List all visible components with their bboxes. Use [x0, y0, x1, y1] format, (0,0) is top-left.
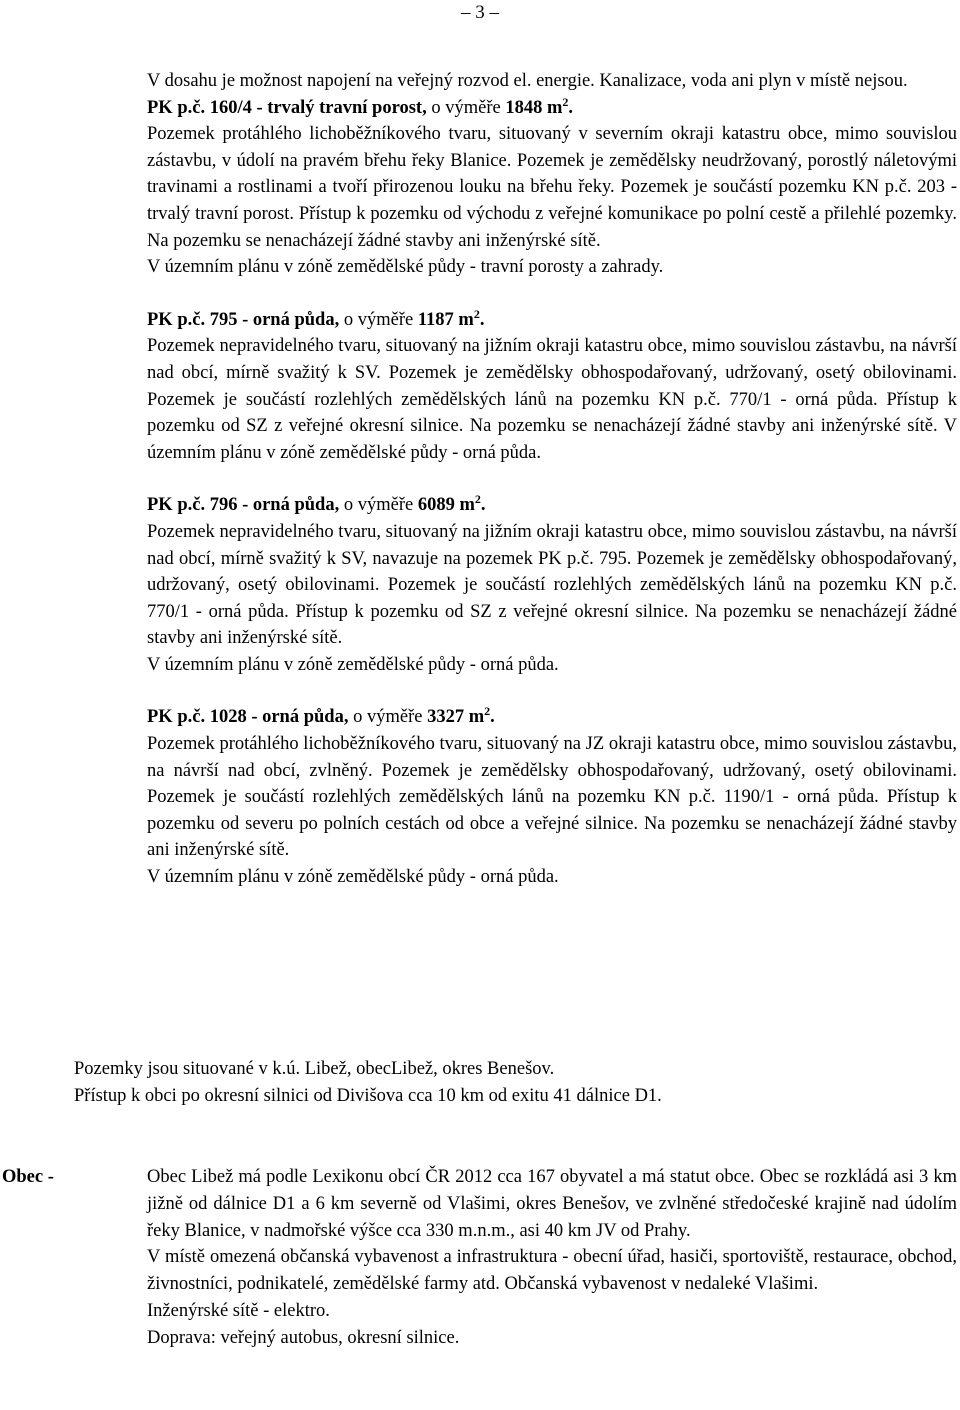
parcel-description: Pozemek protáhlého lichoběžníkového tvaru, situovaný v severním okraji katastru obce, mimo souvislou zástavbu, v údolí na pravém břehu řeky Blanice. Pozemek je zemědělsky neudržovaný, porostlý náletovými travinami a rostlinami a tvoří přirozenou louku na břehu řeky. Pozemek je součástí pozemku KN p.č. 203 - trvalý travní porost. Přístup k pozemku od východu z veřejné komunikace po polní cestě a přilehlé pozemky. Na pozemku se nenacházejí žádné stavby ani inženýrské sítě.: [147, 124, 957, 251]
area-value: 3327 m: [427, 707, 485, 728]
area-prefix: o výměře: [348, 707, 428, 728]
obec-paragraph: V místě omezená občanská vybavenost a infrastruktura - obecní úřad, hasiči, sportoviště, restaurace, obchod, živnostníci, podnikatelé, zemědělské farmy atd. Občanská vybavenost v nedaleké Vlašimi.: [147, 1247, 957, 1295]
parcel-description: Pozemek nepravidelného tvaru, situovaný na jižním okraji katastru obce, mimo souvislou zástavbu, na návrší nad obcí, mírně svažitý k SV. Pozemek je zemědělsky obhospodařovaný, udržovaný, osetý obilovinami. Pozemek je součástí rozlehlých zemědělských lánů na pozemku KN p.č. 770/1 - orná půda. Přístup k pozemku od SZ z veřejné okresní silnice. Na pozemku se nenacházejí žádné stavby ani inženýrské sítě. V územním plánu v zóně zemědělské půdy - orná půda.: [147, 336, 957, 463]
parcel-description: Pozemek nepravidelného tvaru, situovaný na jižním okraji katastru obce, mimo souvislou zástavbu, na návrší nad obcí, mírně svažitý k SV, navazuje na pozemek PK p.č. 795. Pozemek je zemědělsky obhospodařovaný, udržovaný, osetý obilovinami. Pozemek je součástí rozlehlých zemědělských lánů na pozemku KN p.č. 770/1 - orná půda. Přístup k pozemku od SZ z veřejné okresní silnice. Na pozemku se nenacházejí žádné stavby ani inženýrské sítě.: [147, 521, 957, 649]
parcel-795: [147, 307, 957, 467]
heading-end: .: [480, 495, 486, 516]
parcel-id: PK p.č. 795 - orná půda,: [147, 309, 340, 330]
area-value: 6089 m: [417, 495, 475, 516]
location-line: Pozemky jsou situované v k.ú. Libež, obecLibež, okres Benešov.: [74, 1059, 555, 1079]
parcel-zoning: V územním plánu v zóně zemědělské půdy - travní porosty a zahrady.: [147, 257, 664, 278]
obec-text: [147, 1164, 957, 1352]
parcel-id: PK p.č. 796 - orná půda,: [147, 495, 340, 516]
main-content: [147, 68, 957, 891]
area-value: 1187 m: [417, 309, 474, 330]
area-value: 1848 m: [505, 97, 563, 118]
area-exponent: 2: [484, 704, 491, 719]
heading-end: .: [479, 309, 485, 330]
parcel-796: [147, 492, 957, 678]
obec-paragraph: Inženýrské sítě - elektro.: [147, 1300, 330, 1321]
parcel-description: Pozemek protáhlého lichoběžníkového tvaru, situovaný na JZ okraji katastru obce, mimo souvislou zástavbu, na návrší nad obcí, zvlněný. Pozemek je zemědělsky obhospodařovaný, udržovaný, osetý obilovinami. Pozemek je součástí rozlehlých zemědělských lánů na pozemku KN p.č. 1190/1 - orná půda. Přístup k pozemku od severu po polních cestách od obce a veřejné silnice. Na pozemku se nenacházejí žádné stavby ani inženýrské sítě.: [147, 734, 957, 861]
area-exponent: 2: [562, 94, 569, 109]
obec-paragraph: Obec Libež má podle Lexikonu obcí ČR 2012 cca 167 obyvatel a má statut obce. Obec se rozkládá asi 3 km jižně od dálnice D1 a 6 km severně od Vlašimi, okres Benešov, ve zvlněné středočeské krajině nad údolím řeky Blanice, v nadmořské výšce cca 330 m.n.m., asi 40 km JV od Prahy.: [147, 1167, 957, 1241]
area-prefix: o výměře: [339, 495, 418, 516]
parcel-zoning: V územním plánu v zóně zemědělské půdy - orná půda.: [147, 654, 559, 675]
area-prefix: o výměře: [339, 309, 418, 330]
parcel-heading: [147, 95, 957, 122]
parcel-zoning: V územním plánu v zóně zemědělské půdy - orná půda.: [147, 867, 559, 888]
area-exponent: 2: [473, 306, 480, 321]
location-section: [74, 1056, 954, 1109]
obec-label: Obec -: [2, 1167, 54, 1187]
obec-paragraph: Doprava: veřejný autobus, okresní silnice.: [147, 1327, 460, 1348]
parcel-1028: [147, 704, 957, 890]
parcel-id: PK p.č. 160/4 - trvalý travní porost,: [147, 97, 427, 118]
area-exponent: 2: [474, 492, 481, 507]
parcel-heading: [147, 307, 957, 334]
parcel-160-4: [147, 95, 957, 281]
heading-end: .: [568, 97, 573, 118]
page-number: – 3 –: [461, 2, 499, 23]
parcel-id: PK p.č. 1028 - orná půda,: [147, 707, 349, 728]
parcel-heading: [147, 704, 957, 731]
area-prefix: o výměře: [426, 97, 506, 118]
access-line: Přístup k obci po okresní silnici od Divišova cca 10 km od exitu 41 dálnice D1.: [74, 1085, 662, 1106]
utilities-paragraph: V dosahu je možnost napojení na veřejný rozvod el. energie. Kanalizace, voda ani plyn v místě nejsou.: [147, 71, 908, 91]
heading-end: .: [490, 707, 495, 728]
parcel-heading: [147, 492, 957, 519]
